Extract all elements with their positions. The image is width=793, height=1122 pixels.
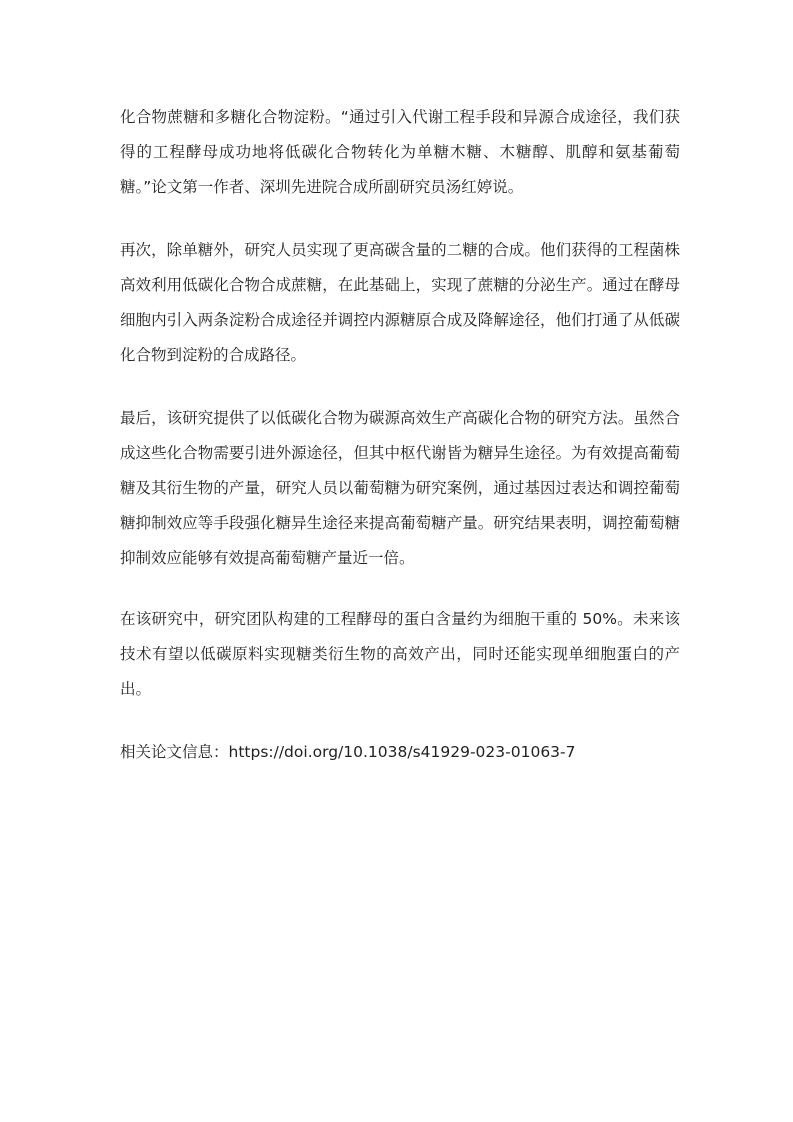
paragraph-4: 在该研究中，研究团队构建的工程酵母的蛋白含量约为细胞干重的 50%。未来该技术有望以低碳原料实现糖类衍生物的高效产出，同时还能实现单细胞蛋白的产出。 xyxy=(120,610,680,698)
paragraph-2: 再次，除单糖外，研究人员实现了更高碳含量的二糖的合成。他们获得的工程菌株高效利用低碳化合物合成蔗糖，在此基础上，实现了蔗糖的分泌生产。通过在酵母细胞内引入两条淀粉合成途径并调控内源糖原合成及降解途径，他们打通了从低碳化合物到淀粉的合成路径。 xyxy=(120,241,680,364)
paragraph-3: 最后，该研究提供了以低碳化合物为碳源高效生产高碳化合物的研究方法。虽然合成这些化合物需要引进外源途径，但其中枢代谢皆为糖异生途径。为有效提高葡萄糖及其衍生物的产量，研究人员以葡萄糖为研究案例，通过基因过表达和调控葡萄糖抑制效应等手段强化糖异生途径来提高葡萄糖产量。研究结果表明，调控葡萄糖抑制效应能够有效提高葡萄糖产量近一倍。 xyxy=(120,409,680,567)
article-body xyxy=(120,100,680,770)
reference-line: 相关论文信息：https://doi.org/10.1038/s41929-023-01063-7 xyxy=(120,743,576,761)
paragraph-1: 化合物蔗糖和多糖化合物淀粉。“通过引入代谢工程手段和异源合成途径，我们获得的工程酵母成功地将低碳化合物转化为单糖木糖、木糖醇、肌醇和氨基葡萄糖。”论文第一作者、深圳先进院合成所副研究员汤红婷说。 xyxy=(120,108,680,196)
